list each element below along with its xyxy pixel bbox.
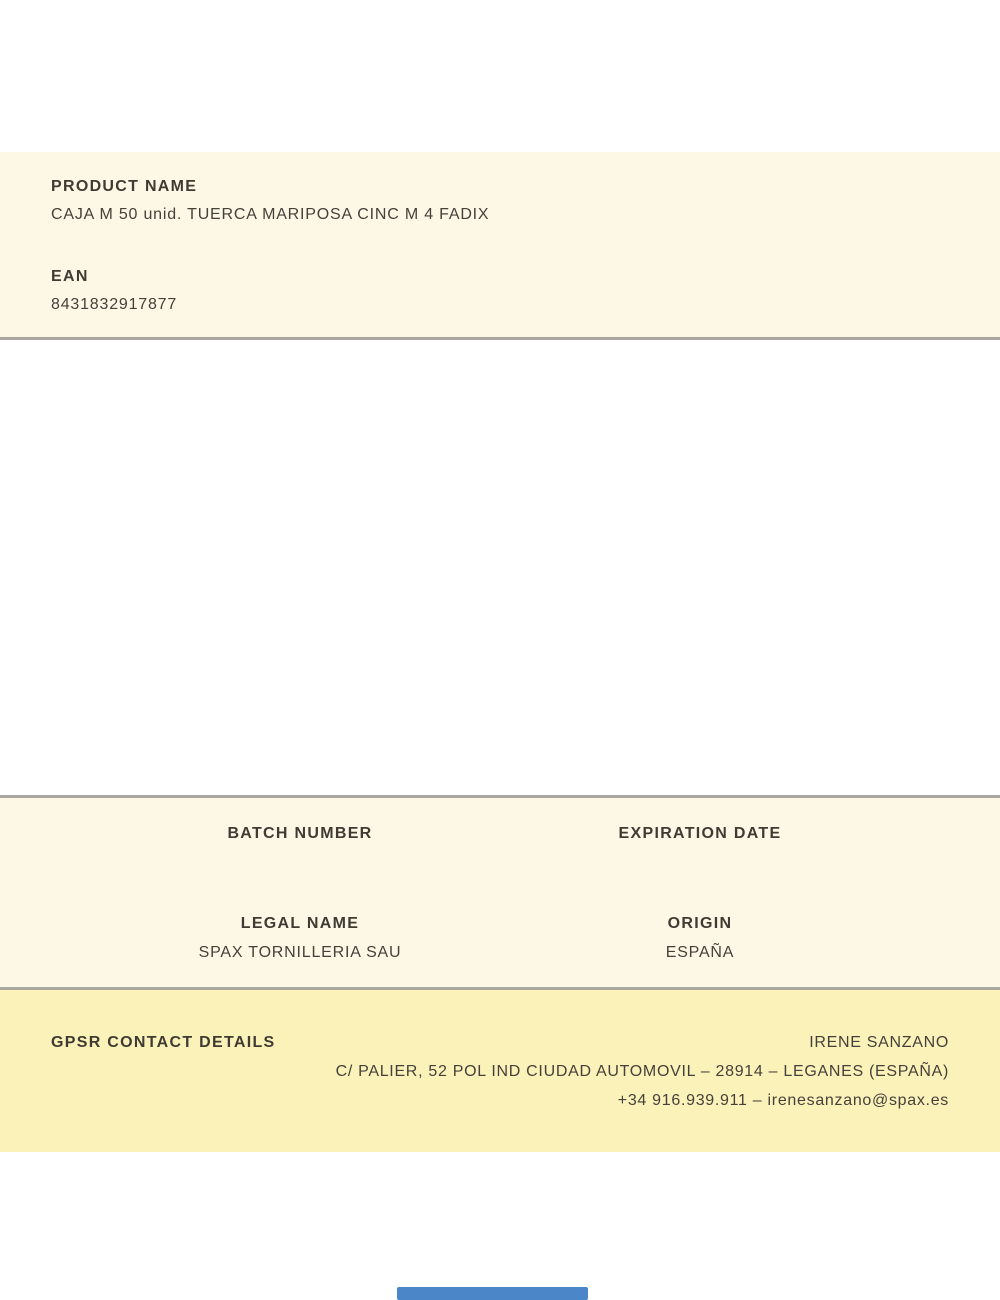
gpsr-contact-phone-email: +34 916.939.911 – irenesanzano@spax.es	[617, 1092, 949, 1109]
gpsr-contact-details-label: GPSR CONTACT DETAILS	[51, 1034, 276, 1051]
ean-label: EAN	[51, 268, 89, 285]
gpsr-contact-block	[336, 1028, 949, 1115]
origin-value: ESPAÑA	[665, 944, 735, 961]
product-name-label: PRODUCT NAME	[51, 178, 198, 195]
product-name-value: CAJA M 50 unid. TUERCA MARIPOSA CINC M 4 FADIX	[51, 206, 490, 223]
legal-name-label: LEGAL NAME	[240, 915, 360, 932]
legal-name-value: SPAX TORNILLERIA SAU	[198, 944, 402, 961]
ean-value: 8431832917877	[51, 296, 178, 313]
gpsr-contact-section	[0, 990, 1000, 1152]
expiration-date-label: EXPIRATION DATE	[618, 825, 782, 842]
origin-cell	[500, 914, 900, 962]
legal-name-cell	[100, 914, 500, 962]
gpsr-contact-address: C/ PALIER, 52 POL IND CIUDAD AUTOMOVIL – 28914 – LEGANES (ESPAÑA)	[335, 1063, 949, 1080]
top-whitespace	[0, 0, 1000, 152]
horizontal-scrollbar-thumb[interactable]	[397, 1287, 588, 1300]
expiration-date-cell	[500, 824, 900, 914]
batch-number-label: BATCH NUMBER	[227, 825, 373, 842]
origin-label: ORIGIN	[667, 915, 733, 932]
middle-whitespace	[0, 340, 1000, 795]
product-info-section	[0, 152, 1000, 340]
batch-legal-section	[0, 795, 1000, 990]
batch-number-cell	[100, 824, 500, 914]
gpsr-contact-name: IRENE SANZANO	[809, 1034, 949, 1051]
